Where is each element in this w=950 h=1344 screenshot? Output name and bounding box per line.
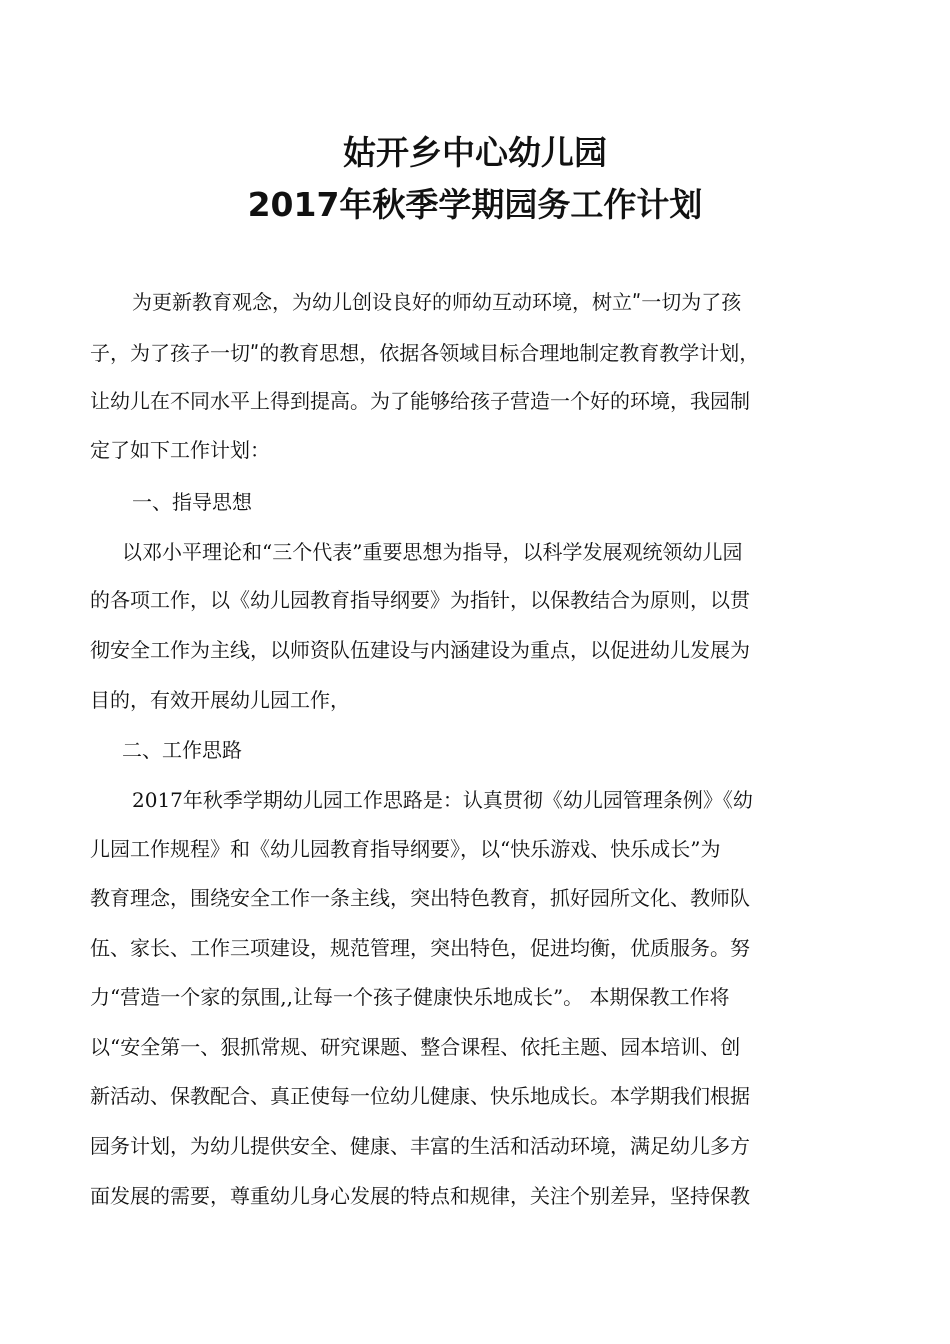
- paragraph-approach-line-1: 2017年秋季学期幼儿园工作思路是：认真贯彻《幼儿园管理条例》《幼: [132, 788, 753, 812]
- paragraph-approach-line-2: 儿园工作规程》和《幼儿园教育指导纲要》，以“快乐游戏、快乐成长”为: [90, 837, 721, 861]
- paragraph-ideology-line-1: 以邓小平理论和“三个代表”重要思想为指导，以科学发展观统领幼儿园: [122, 540, 743, 564]
- paragraph-intro-line-2: 子，为了孩子一切ʺ的教育思想，依据各领域目标合理地制定教育教学计划，: [90, 341, 760, 365]
- paragraph-approach-line-9: 面发展的需要，尊重幼儿身心发展的特点和规律，关注个别差异，坚持保教: [90, 1184, 750, 1208]
- paragraph-approach-line-3: 教育理念，围绕安全工作一条主线，突出特色教育，抓好园所文化、教师队: [90, 886, 750, 910]
- paragraph-intro-line-4: 定了如下工作计划：: [90, 438, 270, 462]
- paragraph-approach-line-8: 园务计划，为幼儿提供安全、健康、丰富的生活和活动环境，满足幼儿多方: [90, 1134, 750, 1158]
- document-title-school: 姑开乡中心幼儿园: [343, 133, 607, 172]
- paragraph-approach-line-6: 以“安全第一、狠抓常规、研究课题、整合课程、依托主题、园本培训、创: [90, 1035, 741, 1059]
- paragraph-intro-line-3: 让幼儿在不同水平上得到提高。为了能够给孩子营造一个好的环境，我园制: [90, 389, 750, 413]
- section-heading-guiding-ideology: 一、指导思想: [132, 490, 252, 514]
- paragraph-approach-line-4: 伍、家长、工作三项建设，规范管理，突出特色，促进均衡，优质服务。努: [90, 936, 750, 960]
- paragraph-ideology-line-3: 彻安全工作为主线，以师资队伍建设与内涵建设为重点，以促进幼儿发展为: [90, 638, 750, 662]
- paragraph-ideology-line-4: 目的，有效开展幼儿园工作，: [90, 688, 350, 712]
- document-title-plan: 2017年秋季学期园务工作计划: [247, 185, 703, 224]
- paragraph-approach-line-7: 新活动、保教配合、真正使每一位幼儿健康、快乐地成长。本学期我们根据: [90, 1084, 750, 1108]
- section-heading-work-approach: 二、工作思路: [122, 738, 242, 762]
- paragraph-intro-line-1: 为更新教育观念，为幼儿创设良好的师幼互动环境，树立ʺ一切为了孩: [132, 290, 742, 314]
- paragraph-approach-line-5: 力“营造一个家的氛围,,让每一个孩子健康快乐地成长”。 本期保教工作将: [90, 985, 730, 1009]
- paragraph-ideology-line-2: 的各项工作，以《幼儿园教育指导纲要》为指针，以保教结合为原则，以贯: [90, 588, 750, 612]
